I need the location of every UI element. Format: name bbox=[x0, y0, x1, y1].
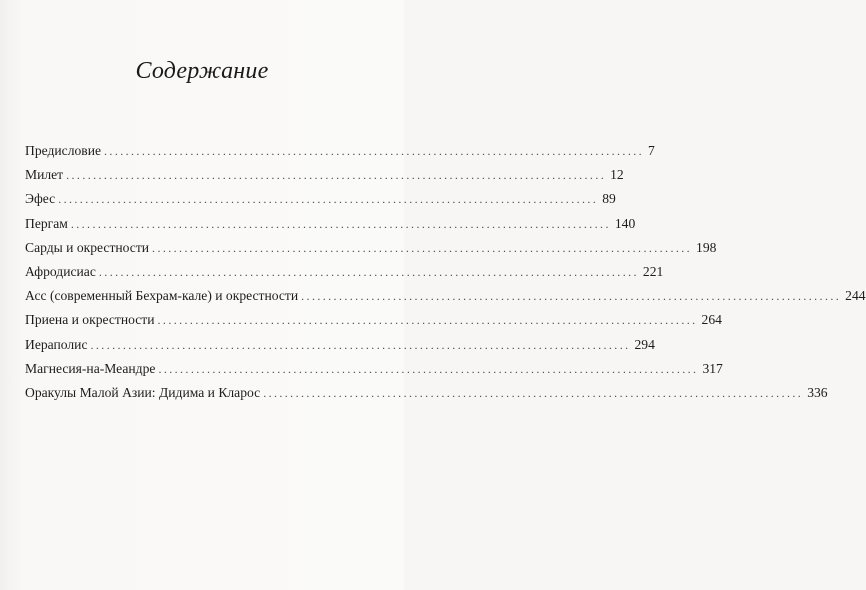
toc-entry-label: Предисловие bbox=[25, 143, 102, 158]
toc-entry-pergamon bbox=[25, 215, 636, 239]
toc-entry-aphrodisias bbox=[25, 263, 664, 287]
toc-entry-ephesus bbox=[25, 190, 616, 214]
dot-leader: .................................................................................................... bbox=[158, 361, 699, 376]
toc-entry-hierapolis bbox=[25, 336, 655, 360]
toc-entry-page: 336 bbox=[807, 384, 828, 400]
toc-entry-page: 317 bbox=[702, 360, 723, 376]
toc-entry-label: Магнесия-на-Меандре bbox=[25, 360, 156, 376]
toc-entry-assos bbox=[25, 287, 866, 311]
dot-leader: .................................................................................................... bbox=[263, 385, 804, 400]
toc-entry-label: Милет bbox=[25, 167, 64, 183]
dot-leader: .................................................................................................... bbox=[70, 216, 611, 231]
toc-entry-page: 294 bbox=[634, 336, 655, 352]
dot-leader: .................................................................................................... bbox=[58, 192, 599, 207]
toc-entry-page: 221 bbox=[642, 263, 664, 279]
toc-entry-page: 244 bbox=[845, 288, 866, 304]
dot-leader: .................................................................................................... bbox=[301, 289, 842, 304]
toc-entry-magnesia bbox=[25, 360, 723, 384]
toc-entry-sardis bbox=[25, 239, 717, 263]
dot-leader: .................................................................................................... bbox=[98, 264, 639, 279]
toc-entry-page: 140 bbox=[614, 215, 636, 231]
toc-entry-label: Приена и окрестности bbox=[25, 312, 155, 328]
toc-entry-miletus bbox=[25, 166, 624, 190]
toc-entry-oracles bbox=[25, 384, 828, 408]
dot-leader: .................................................................................................... bbox=[104, 144, 645, 158]
toc-entry-label: Афродисиас bbox=[25, 263, 96, 279]
toc-entry-label: Иераполис bbox=[25, 336, 88, 352]
toc-entry-page: 198 bbox=[696, 239, 717, 255]
toc-entry-label: Пергам bbox=[25, 215, 68, 231]
toc-entry-label: Эфес bbox=[25, 191, 56, 207]
table-of-contents bbox=[25, 142, 866, 408]
toc-entry-page: 89 bbox=[602, 191, 616, 207]
toc-entry-page: 7 bbox=[648, 143, 655, 158]
toc-entry-page: 264 bbox=[701, 312, 722, 328]
toc-entry-priene bbox=[25, 311, 722, 335]
toc-entry-preface bbox=[25, 142, 655, 166]
page-title: Содержание bbox=[135, 58, 269, 84]
toc-entry-label: Оракулы Малой Азии: Дидима и Кларос bbox=[25, 384, 261, 400]
dot-leader: .................................................................................................... bbox=[90, 337, 631, 352]
dot-leader: .................................................................................................... bbox=[66, 168, 607, 183]
toc-entry-label: Сарды и окрестности bbox=[25, 239, 150, 255]
dot-leader: .................................................................................................... bbox=[157, 313, 698, 328]
toc-entry-page: 12 bbox=[610, 167, 624, 183]
toc-entry-label: Асс (современный Бехрам-кале) и окрестности bbox=[25, 288, 299, 304]
dot-leader: .................................................................................................... bbox=[152, 240, 693, 255]
